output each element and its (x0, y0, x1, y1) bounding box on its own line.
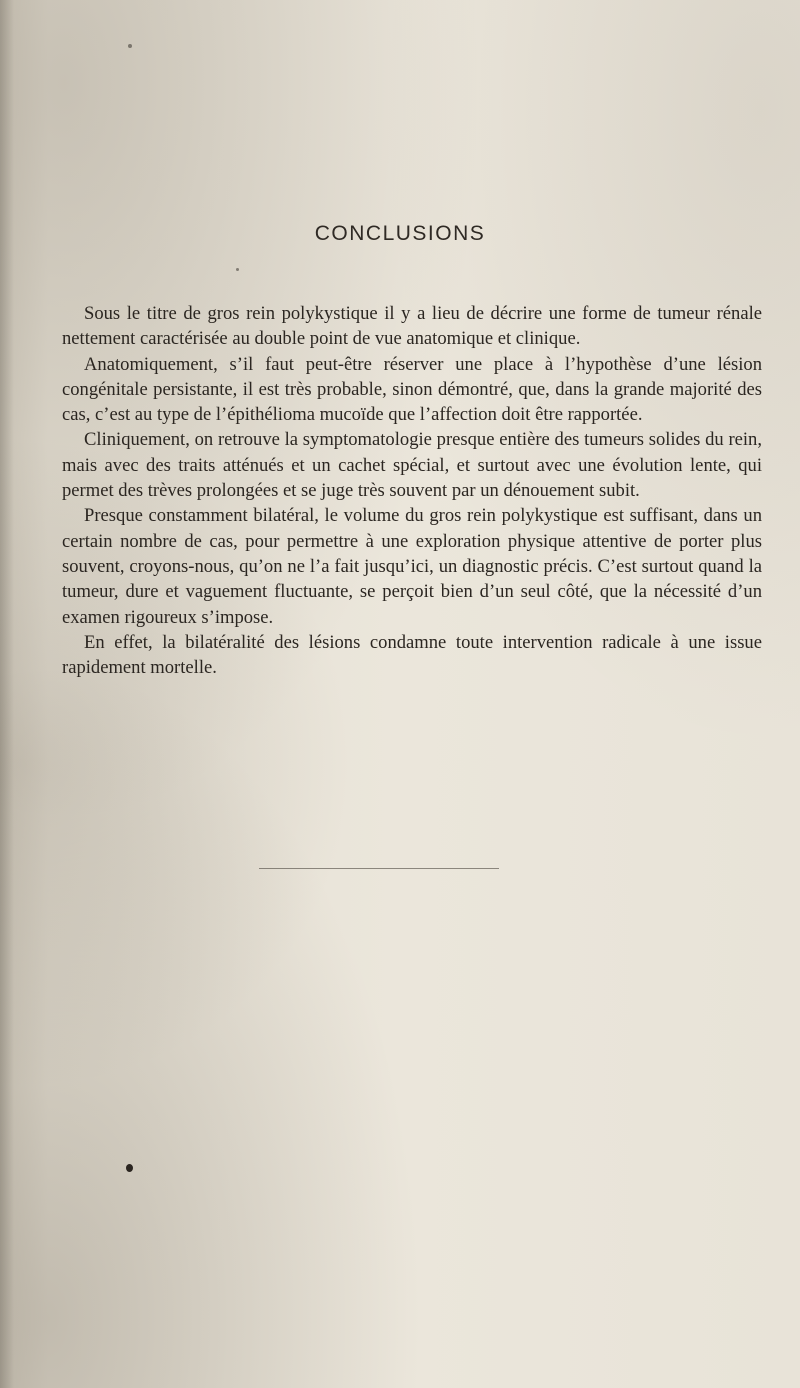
paragraph-2: Anatomiquement, s’il faut peut-être réserver une place à l’hypothèse d’une lésion congénitale persistante, il est très probable, sinon démontré, que, dans la grande majorité des cas, c’est au type de l’épithélioma mucoïde que l’affection doit être rapportée. (62, 353, 762, 426)
paragraph-5: En effet, la bilatéralité des lésions condamne toute intervention radicale à une issue rapidement mortelle. (62, 631, 762, 679)
ink-speck (128, 44, 132, 48)
conclusions-body (62, 301, 762, 680)
paragraph-3: Cliniquement, on retrouve la symptomatologie presque entière des tumeurs solides du rein, mais avec des traits atténués et un cachet spécial, et surtout avec une évolution lente, qui permet des trèves prolongées et se juge très souvent par un dénouement subit. (62, 429, 762, 502)
page-title: CONCLUSIONS (314, 222, 486, 245)
ink-speck (236, 268, 239, 271)
ink-speck (126, 1164, 133, 1172)
page-edge-shadow (0, 0, 14, 1388)
paragraph-1: Sous le titre de gros rein polykystique il y a lieu de décrire une forme de tumeur rénale nettement caractérisée au double point de vue anatomique et clinique. (62, 303, 762, 350)
closing-rule (259, 868, 499, 869)
paragraph-4: Presque constamment bilatéral, le volume du gros rein polykystique est suffisant, dans un certain nombre de cas, pour permettre à une exploration physique attentive de porter plus souvent, croyons-nous, qu’on ne l’a fait jusqu’ici, un diagnostic précis. C’est surtout quand la tumeur, dure et vaguement fluctuante, se perçoit bien d’un seul côté, que la nécessité d’un examen rigoureux s’impose. (62, 505, 762, 628)
